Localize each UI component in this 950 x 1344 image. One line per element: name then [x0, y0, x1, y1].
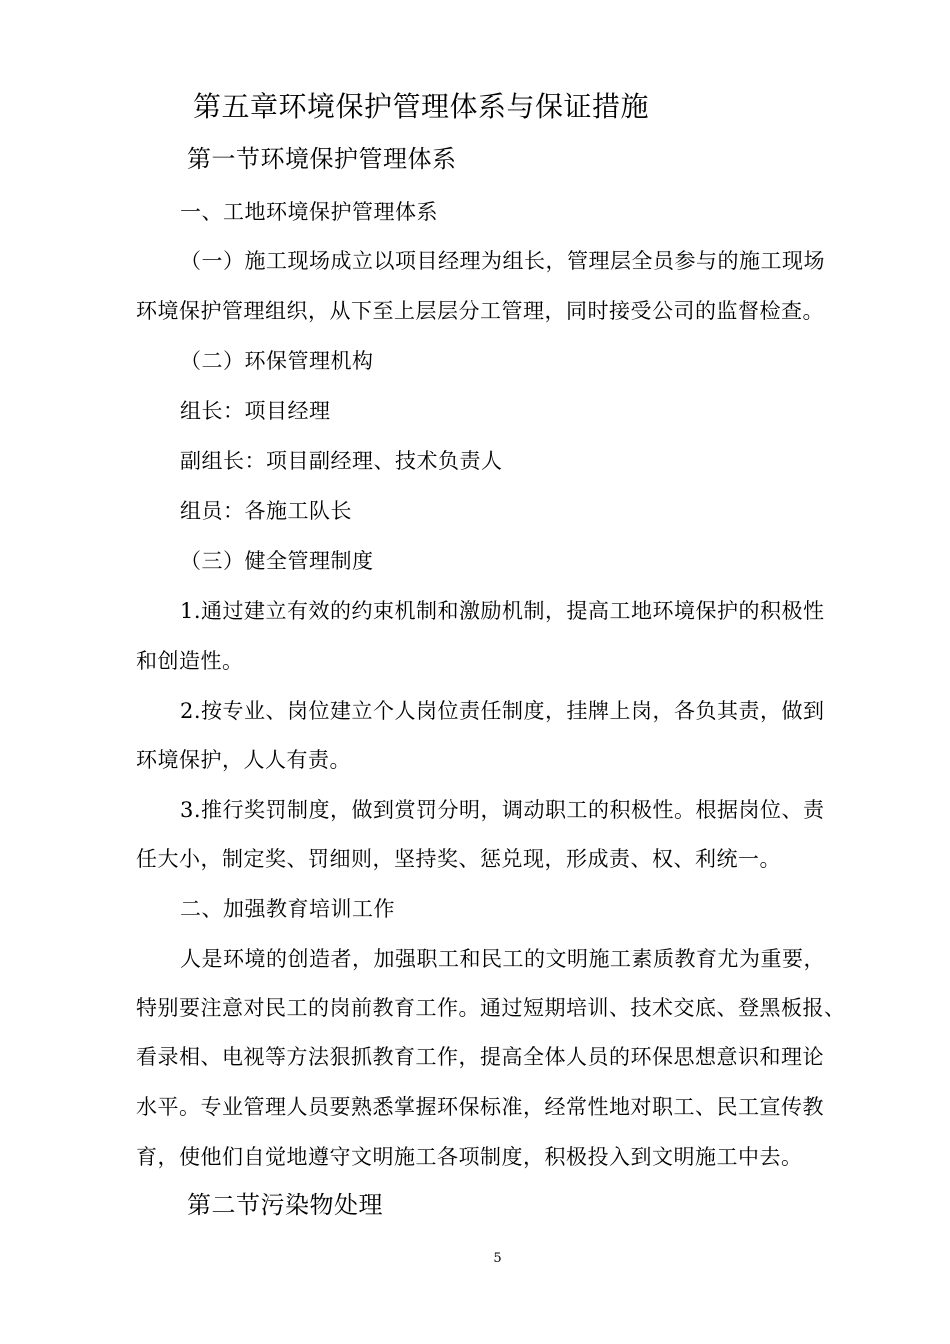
page-number: 5: [493, 1251, 502, 1266]
item-3-line-2: 任大小，制定奖、罚细则，坚持奖、惩兑现，形成责、权、利统一。: [136, 847, 781, 871]
leader-line: 组长：项目经理: [180, 399, 331, 423]
section-title: 第一节环境保护管理体系: [187, 145, 457, 173]
heading-3: （三）健全管理制度: [180, 549, 374, 573]
chapter-title: 第五章环境保护管理体系与保证措施: [193, 90, 650, 123]
item-3-line-1: 3.推行奖罚制度，做到赏罚分明，调动职工的积极性。根据岗位、责: [180, 798, 825, 822]
paragraph-1-line-1: （一）施工现场成立以项目经理为组长，管理层全员参与的施工现场: [180, 249, 825, 273]
heading-1: 一、工地环境保护管理体系: [180, 200, 438, 224]
deputy-leader-line: 副组长：项目副经理、技术负责人: [180, 449, 503, 473]
paragraph-2-line-1: 人是环境的创造者，加强职工和民工的文明施工素质教育尤为重要，: [180, 947, 825, 971]
item-1-line-2: 和创造性。: [136, 649, 244, 673]
item-2-line-2: 环境保护，人人有责。: [136, 748, 351, 772]
paragraph-2-line-3: 看录相、电视等方法狠抓教育工作，提高全体人员的环保思想意识和理论: [136, 1045, 824, 1069]
paragraph-2-line-2: 特别要注意对民工的岗前教育工作。通过短期培训、技术交底、登黑板报、: [136, 996, 846, 1020]
paragraph-2-line-5: 育，使他们自觉地遵守文明施工各项制度，积极投入到文明施工中去。: [136, 1145, 803, 1169]
item-2-line-1: 2.按专业、岗位建立个人岗位责任制度，挂牌上岗，各负其责，做到: [180, 699, 825, 723]
section-title: 第二节污染物处理: [187, 1191, 383, 1219]
members-line: 组员：各施工队长: [180, 499, 352, 523]
heading-2: （二）环保管理机构: [180, 349, 374, 373]
paragraph-1-line-2: 环境保护管理组织，从下至上层层分工管理，同时接受公司的监督检查。: [136, 299, 824, 323]
paragraph-2-line-4: 水平。专业管理人员要熟悉掌握环保标准，经常性地对职工、民工宣传教: [136, 1095, 824, 1119]
item-1-line-1: 1.通过建立有效的约束机制和激励机制，提高工地环境保护的积极性: [180, 599, 825, 623]
heading-4: 二、加强教育培训工作: [180, 897, 395, 921]
